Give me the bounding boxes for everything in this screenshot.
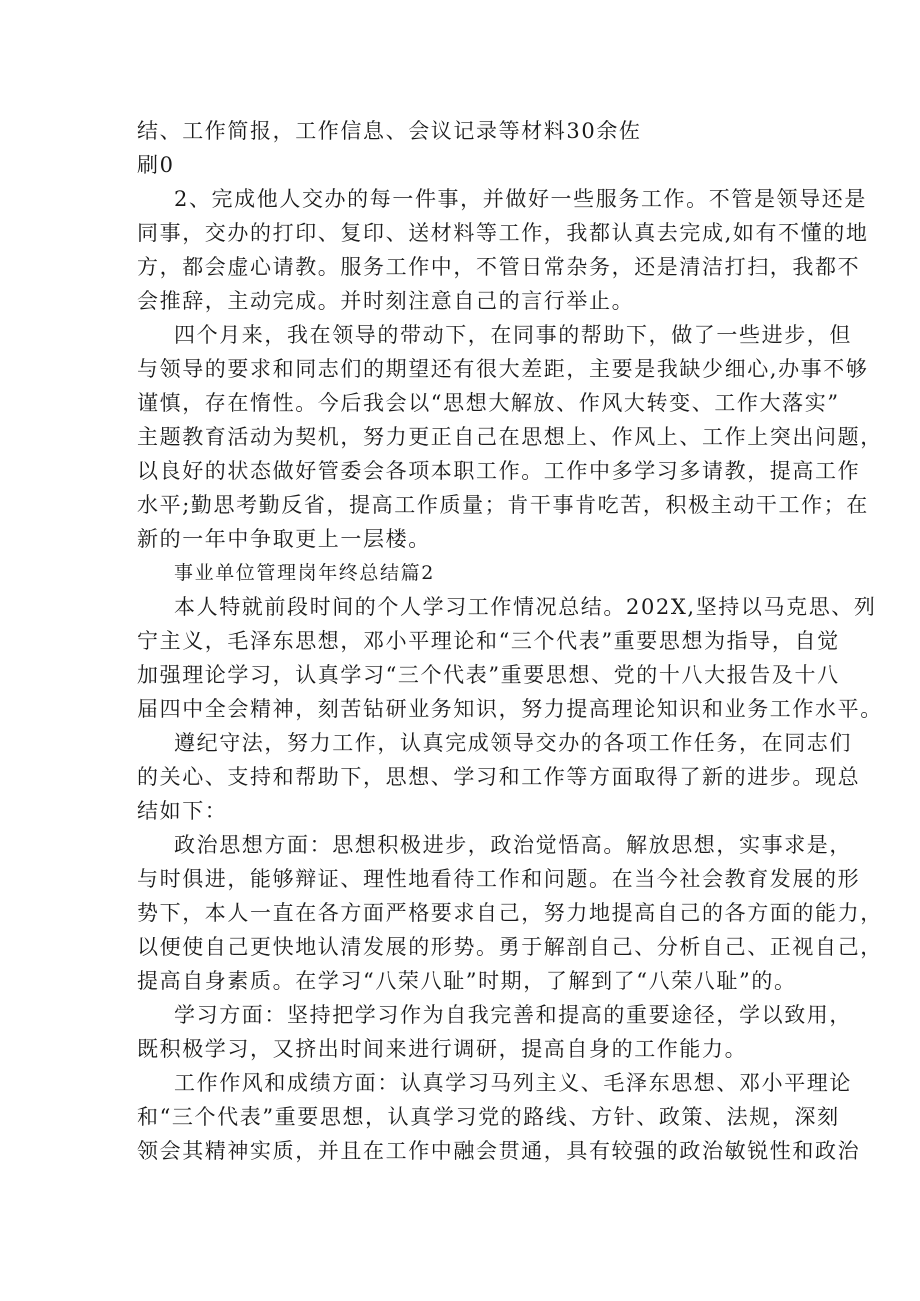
text-line: 水平;勤思考勤反省，提高工作质量；肯干事肯吃苦，积极主动干工作；在 (137, 493, 869, 517)
text-line: 与时俱进，能够辩证、理性地看待工作和问题。在当今社会教育发展的形 (137, 867, 861, 891)
text-line: 学习方面：坚持把学习作为自我完善和提高的重要途径，学以致用， (174, 1003, 852, 1027)
text-line: 结、工作简报，工作信息、会议记录等材料30余佐 (137, 119, 642, 143)
text-line: 的关心、支持和帮助下，思想、学习和工作等方面取得了新的进步。现总 (137, 765, 861, 789)
text-line: 同事，交办的打印、复印、送材料等工作，我都认真去完成,如有不懂的地 (137, 221, 869, 245)
document-page (137, 114, 883, 1168)
text-line: 政治思想方面：思想积极进步，政治觉悟高。解放思想，实事求是， (174, 833, 852, 857)
text-line: 以良好的状态做好管委会各项本职工作。工作中多学习多请教，提高工作 (137, 459, 861, 483)
text-line: 宁主义，毛泽东思想，邓小平理论和“三个代表”重要思想为指导，自觉 (137, 629, 840, 653)
text-line: 主题教育活动为契机，努力更正自己在思想上、作风上、工作上突出问题， (137, 425, 883, 449)
text-line: 方，都会虚心请教。服务工作中，不管日常杂务，还是清洁打扫，我都不 (137, 255, 861, 279)
text-line: 与领导的要求和同志们的期望还有很大差距，主要是我缺少细心,办事不够 (137, 357, 869, 381)
text-line: 和“三个代表”重要思想，认真学习党的路线、方针、政策、法规，深刻 (137, 1105, 840, 1129)
text-line: 谨慎，存在惰性。今后我会以“思想大解放、作风大转变、工作大落实” (137, 391, 840, 415)
text-line: 2、完成他人交办的每一件事，并做好一些服务工作。不管是领导还是 (174, 187, 867, 211)
text-line: 工作作风和成绩方面：认真学习马列主义、毛泽东思想、邓小平理论 (174, 1071, 852, 1095)
text-line: 刷0 (137, 153, 175, 177)
section-heading: 事业单位管理岗年终总结篇2 (174, 562, 435, 584)
text-line: 遵纪守法，努力工作，认真完成领导交办的各项工作任务，在同志们 (174, 731, 852, 755)
text-line: 新的一年中争取更上一层楼。 (137, 527, 431, 551)
text-line: 结如下： (137, 799, 228, 823)
text-line: 势下，本人一直在各方面严格要求自己，努力地提高自己的各方面的能力， (137, 901, 883, 925)
text-line: 会推辞，主动完成。并时刻注意自己的言行举止。 (137, 289, 635, 313)
text-line: 领会其精神实质，并且在工作中融会贯通，具有较强的政治敏锐性和政治 (137, 1139, 861, 1163)
text-line: 加强理论学习，认真学习“三个代表”重要思想、党的十八大报告及十八 (137, 663, 840, 687)
text-line: 提高自身素质。在学习“八荣八耻”时期，了解到了“八荣八耻”的。 (137, 969, 797, 993)
text-line: 届四中全会精神，刻苦钻研业务知识，努力提高理论知识和业务工作水平。 (137, 697, 883, 721)
text-line: 以便使自己更快地认清发展的形势。勇于解剖自己、分析自己、正视自己， (137, 935, 883, 959)
text-line: 既积极学习，又挤出时间来进行调研，提高自身的工作能力。 (137, 1037, 748, 1061)
text-line: 四个月来，我在领导的带动下，在同事的帮助下，做了一些进步，但 (174, 323, 852, 347)
text-line: 本人特就前段时间的个人学习工作情况总结。202X,坚持以马克思、列 (174, 595, 877, 619)
